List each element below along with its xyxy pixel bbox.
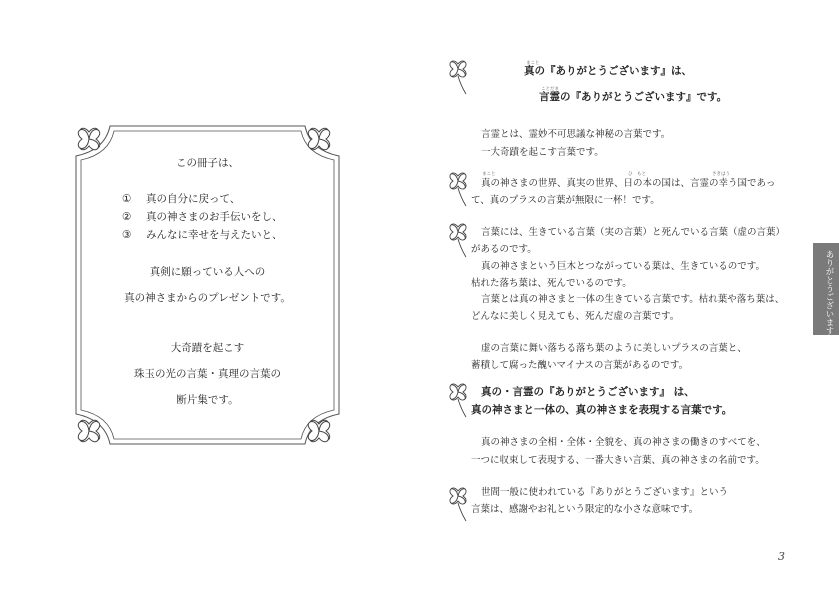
- subheading-line-2: 真の神さまと一体の、真の神さまを表現する言葉です。: [471, 404, 733, 416]
- p3-line-2: があるのです。: [471, 244, 537, 255]
- p5-line-2: 一つに収束して表現する、一番大きい言葉、真の神さまの名前です。: [471, 455, 765, 466]
- p3-line-4: 枯れた落ち葉は、死んでいるのです。: [471, 278, 632, 289]
- p5-line-1: 真の神さまの全相・全体・全貌を、真の神さまの働きのすべてを、: [481, 437, 766, 448]
- list-number: ③: [122, 229, 132, 241]
- fragments-line: 断片集です。: [176, 394, 239, 406]
- p4-line-2: 蓄積して腐った醜いマイナスの言葉があるのです。: [471, 360, 689, 371]
- p4-line-1: 虚の言葉に舞い落ちる落ち葉のように美しいプラスの言葉と、: [481, 343, 747, 354]
- heading-line-2: 言霊の『ありがとうございます』です。: [539, 91, 728, 103]
- miracle-line: 大奇蹟を起こす: [170, 342, 245, 354]
- chapter-tab-label: ありがとうございます: [824, 250, 834, 335]
- list-text: みんなに幸せを与えたいと、: [146, 229, 283, 241]
- p3-line-5: 言葉とは真の神さまと一体の生きている言葉です。枯れ葉や落ち葉は、: [481, 294, 785, 305]
- ruby-text: ひ もと: [628, 172, 646, 177]
- ruby-text: まこと: [482, 172, 496, 177]
- p3-line-1: 言葉には、生きている言葉（実の言葉）と死んでいる言葉（虚の言葉）: [481, 227, 786, 238]
- four-leaf-clover-icon: [302, 414, 336, 448]
- list-text: 真の神さまのお手伝いをし、: [146, 211, 283, 223]
- heading-line-1: 真の『ありがとうございます』は、: [524, 65, 692, 77]
- p3-line-6: どんなに美しく見えても、死んだ虚の言葉です。: [471, 311, 680, 322]
- list-item: [122, 208, 283, 226]
- p1-line-1: 言霊とは、霊妙不可思議な神秘の言葉です。: [481, 129, 671, 140]
- earnest-line: 真剣に願っている人への: [149, 266, 266, 278]
- jewel-line: 珠玉の光の言葉・真理の言葉の: [134, 368, 281, 380]
- clover-icon: [445, 56, 471, 96]
- list-number: ②: [122, 211, 132, 223]
- list-text: 真の自分に戻って、: [146, 193, 241, 205]
- clover-icon: [445, 379, 471, 419]
- p6-line-2: 言葉は、感謝やお礼という限定的な小さな意味です。: [471, 504, 699, 515]
- four-leaf-clover-icon: [72, 122, 106, 156]
- four-leaf-clover-icon: [72, 414, 106, 448]
- ruby-text: まこと: [526, 61, 540, 66]
- intro-text: この冊子は、: [176, 157, 239, 169]
- list-item: [122, 226, 283, 244]
- list-number: ①: [122, 193, 132, 205]
- clover-icon: [445, 168, 471, 208]
- present-line: 真の神さまからのプレゼントです。: [124, 292, 291, 304]
- p6-line-1: 世間一般に使われている『ありがとうございます』という: [481, 487, 729, 498]
- p2-line-1: 真の神さまの世界、真実の世界、日の本の国は、言霊の幸う国であっ: [481, 178, 776, 189]
- ruby-text: ことだま: [541, 87, 559, 92]
- p3-line-3: 真の神さまという巨木とつながっている葉は、生きているのです。: [481, 261, 766, 272]
- p2-line-2: て、真のプラスの言葉が無限に一杯！です。: [471, 195, 660, 206]
- subheading-line-1: 真の・言霊の『ありがとうございます』 は、: [481, 386, 695, 398]
- list-item: [122, 190, 283, 208]
- four-leaf-clover-icon: [302, 122, 336, 156]
- page-number: 3: [778, 550, 785, 563]
- purpose-list: [122, 190, 283, 244]
- p1-line-2: 一大奇蹟を起こす言葉です。: [481, 147, 604, 158]
- ruby-text: さきはう: [712, 172, 730, 177]
- clover-icon: [445, 219, 471, 259]
- clover-icon: [445, 483, 471, 523]
